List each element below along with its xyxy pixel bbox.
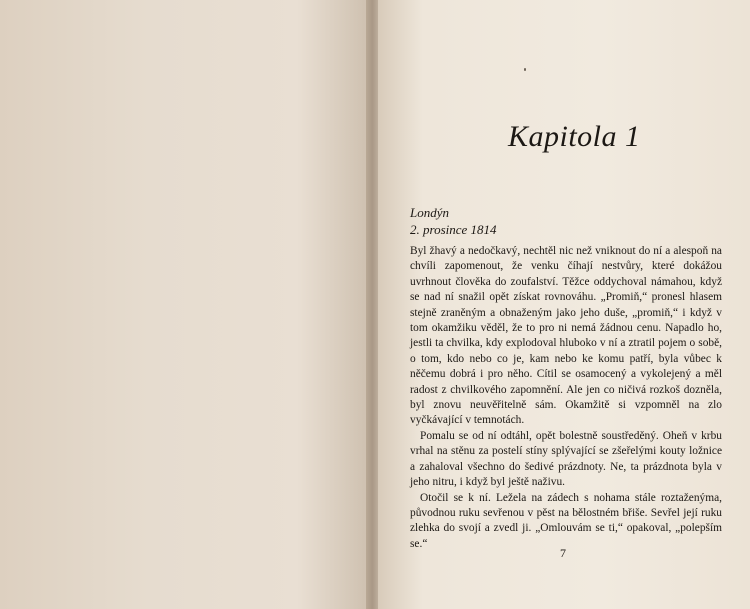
page-number: 7 <box>560 546 566 560</box>
place-line: Londýn <box>410 205 449 220</box>
paragraph: Pomalu se od ní odtáhl, opět bolestně soustředěný. Oheň v krbu vrhal na stěnu za postelí stíny splývající se zšeřelými kouty ložnice a zahaloval všechno do šedivé prázdnoty. Ne, ta prázdnota byla v jeho nitru, i když byl ještě naživu. <box>410 429 722 489</box>
left-blank-page <box>0 0 372 609</box>
paragraph: Otočil se k ní. Ležela na zádech s nohama stále roztaženýma, původnou ruku sevřenou v pěst na bělostném břiše. Sevřel její ruku zlehka do svojí a zvedl ji. „Omlouvám se ti,“ opakoval, „polepším se.“ <box>410 491 722 550</box>
right-page <box>378 0 750 609</box>
date-line: 2. prosince 1814 <box>410 222 497 237</box>
paragraph: Byl žhavý a nedočkavý, nechtěl nic než vniknout do ní a alespoň na chvíli zapomenout, že venku číhají nestvůry, které dokážou uvrhnout člověka do zoufalství. Těžce oddychoval námahou, když se nad ní snažil opět získat rovnováhu. „Promiň,“ pronesl hlasem stejně zraněným a obnaženým jako jeho duše, „promiň,“ i když v tom okamžiku věděl, že to pro ni nemá žádnou cenu. Napadlo ho, jestli ta chvilka, kdy explodoval hluboko v ní a ztratil pojem o sobě, o tom, kdo nebo co je, kam nebo ke komu patří, byla vůbec k něčemu dobrá i pro něho. Cítil se osamocený a vykolejený a měl radost z chvilkového zapomnění. Ale jen co ničivá rozkoš dozněla, byl znovu neuvěřitelně sám. Okamžitě si vzpomněl na zlo vyčkávající v temnotách. <box>410 245 722 427</box>
paper-speck <box>524 68 526 71</box>
chapter-body <box>410 244 722 552</box>
place-and-date <box>410 204 497 238</box>
chapter-title: Kapitola 1 <box>508 120 641 153</box>
